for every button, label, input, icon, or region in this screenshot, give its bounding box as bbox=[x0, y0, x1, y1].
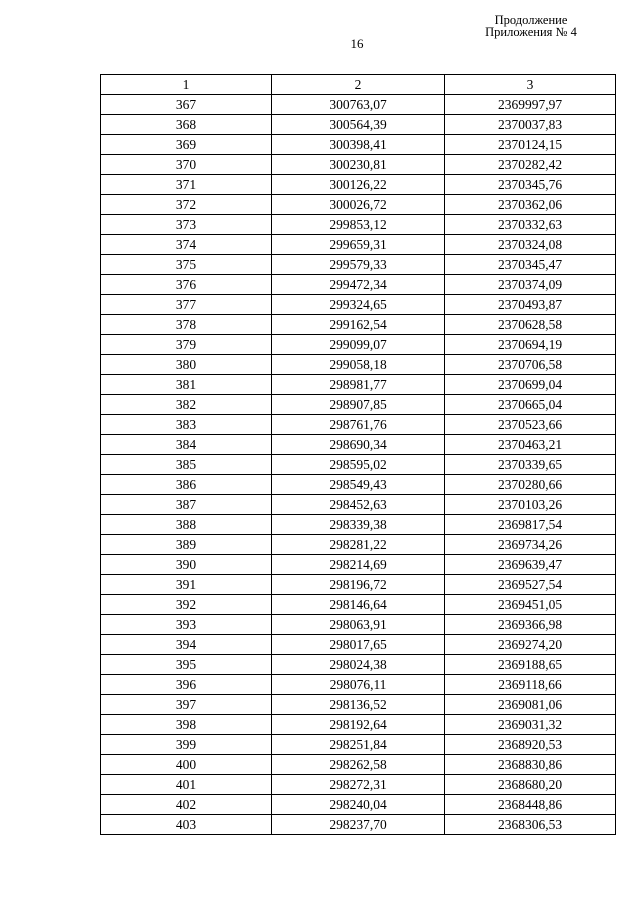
table-row bbox=[101, 655, 616, 675]
table-row bbox=[101, 495, 616, 515]
y-coordinate-cell: 2370332,63 bbox=[445, 215, 616, 235]
point-number-cell: 403 bbox=[101, 815, 272, 835]
y-coordinate-cell: 2370282,42 bbox=[445, 155, 616, 175]
point-number-cell: 397 bbox=[101, 695, 272, 715]
x-coordinate-cell: 298017,65 bbox=[272, 635, 445, 655]
point-number-cell: 395 bbox=[101, 655, 272, 675]
x-coordinate-cell: 298251,84 bbox=[272, 735, 445, 755]
point-number-cell: 370 bbox=[101, 155, 272, 175]
x-coordinate-cell: 300398,41 bbox=[272, 135, 445, 155]
point-number-cell: 400 bbox=[101, 755, 272, 775]
x-coordinate-cell: 299853,12 bbox=[272, 215, 445, 235]
point-number-cell: 393 bbox=[101, 615, 272, 635]
table-row bbox=[101, 275, 616, 295]
point-number-cell: 381 bbox=[101, 375, 272, 395]
x-coordinate-cell: 298240,04 bbox=[272, 795, 445, 815]
table-row bbox=[101, 215, 616, 235]
point-number-cell: 367 bbox=[101, 95, 272, 115]
table-row bbox=[101, 135, 616, 155]
table-row bbox=[101, 195, 616, 215]
table-row bbox=[101, 515, 616, 535]
table-row bbox=[101, 175, 616, 195]
point-number-cell: 374 bbox=[101, 235, 272, 255]
y-coordinate-cell: 2370124,15 bbox=[445, 135, 616, 155]
table-row bbox=[101, 235, 616, 255]
coordinates-table bbox=[100, 74, 616, 835]
table-row bbox=[101, 335, 616, 355]
table-row bbox=[101, 295, 616, 315]
x-coordinate-cell: 300126,22 bbox=[272, 175, 445, 195]
x-coordinate-cell: 298063,91 bbox=[272, 615, 445, 635]
x-coordinate-cell: 298981,77 bbox=[272, 375, 445, 395]
x-coordinate-cell: 300763,07 bbox=[272, 95, 445, 115]
x-coordinate-cell: 300564,39 bbox=[272, 115, 445, 135]
appendix-label: Приложения № 4 bbox=[485, 25, 577, 39]
point-number-cell: 378 bbox=[101, 315, 272, 335]
y-coordinate-cell: 2370103,26 bbox=[445, 495, 616, 515]
point-number-cell: 390 bbox=[101, 555, 272, 575]
point-number-cell: 382 bbox=[101, 395, 272, 415]
point-number-cell: 394 bbox=[101, 635, 272, 655]
table-row bbox=[101, 375, 616, 395]
x-coordinate-cell: 298549,43 bbox=[272, 475, 445, 495]
table-row bbox=[101, 675, 616, 695]
table-row bbox=[101, 715, 616, 735]
y-coordinate-cell: 2370339,65 bbox=[445, 455, 616, 475]
point-number-cell: 402 bbox=[101, 795, 272, 815]
y-coordinate-cell: 2370665,04 bbox=[445, 395, 616, 415]
table-row bbox=[101, 775, 616, 795]
table-row bbox=[101, 95, 616, 115]
table-row bbox=[101, 455, 616, 475]
y-coordinate-cell: 2369817,54 bbox=[445, 515, 616, 535]
x-coordinate-cell: 299659,31 bbox=[272, 235, 445, 255]
table-body bbox=[101, 95, 616, 835]
y-coordinate-cell: 2369527,54 bbox=[445, 575, 616, 595]
y-coordinate-cell: 2370037,83 bbox=[445, 115, 616, 135]
x-coordinate-cell: 298076,11 bbox=[272, 675, 445, 695]
table-row bbox=[101, 155, 616, 175]
page-number: 16 bbox=[350, 36, 364, 51]
table-row bbox=[101, 815, 616, 835]
point-number-cell: 377 bbox=[101, 295, 272, 315]
table-row bbox=[101, 535, 616, 555]
point-number-cell: 372 bbox=[101, 195, 272, 215]
x-coordinate-cell: 298262,58 bbox=[272, 755, 445, 775]
table-row bbox=[101, 255, 616, 275]
point-number-cell: 396 bbox=[101, 675, 272, 695]
continuation-label: Продолжение bbox=[494, 13, 568, 27]
x-coordinate-cell: 298192,64 bbox=[272, 715, 445, 735]
x-coordinate-cell: 299058,18 bbox=[272, 355, 445, 375]
table-row bbox=[101, 395, 616, 415]
x-coordinate-cell: 298595,02 bbox=[272, 455, 445, 475]
table-row bbox=[101, 315, 616, 335]
y-coordinate-cell: 2370345,47 bbox=[445, 255, 616, 275]
y-coordinate-cell: 2370374,09 bbox=[445, 275, 616, 295]
table-row bbox=[101, 735, 616, 755]
y-coordinate-cell: 2368306,53 bbox=[445, 815, 616, 835]
table-header-row bbox=[101, 75, 616, 95]
y-coordinate-cell: 2370694,19 bbox=[445, 335, 616, 355]
table-row bbox=[101, 555, 616, 575]
appendix-continuation-heading bbox=[476, 14, 586, 38]
x-coordinate-cell: 300026,72 bbox=[272, 195, 445, 215]
point-number-cell: 371 bbox=[101, 175, 272, 195]
point-number-cell: 391 bbox=[101, 575, 272, 595]
column-header-1: 1 bbox=[101, 75, 272, 95]
x-coordinate-cell: 298690,34 bbox=[272, 435, 445, 455]
y-coordinate-cell: 2370324,08 bbox=[445, 235, 616, 255]
x-coordinate-cell: 299472,34 bbox=[272, 275, 445, 295]
point-number-cell: 388 bbox=[101, 515, 272, 535]
y-coordinate-cell: 2369274,20 bbox=[445, 635, 616, 655]
y-coordinate-cell: 2369451,05 bbox=[445, 595, 616, 615]
x-coordinate-cell: 299579,33 bbox=[272, 255, 445, 275]
y-coordinate-cell: 2369997,97 bbox=[445, 95, 616, 115]
table-row bbox=[101, 595, 616, 615]
point-number-cell: 386 bbox=[101, 475, 272, 495]
table-row bbox=[101, 415, 616, 435]
table-row bbox=[101, 695, 616, 715]
y-coordinate-cell: 2368448,86 bbox=[445, 795, 616, 815]
point-number-cell: 385 bbox=[101, 455, 272, 475]
y-coordinate-cell: 2370706,58 bbox=[445, 355, 616, 375]
y-coordinate-cell: 2370523,66 bbox=[445, 415, 616, 435]
point-number-cell: 399 bbox=[101, 735, 272, 755]
y-coordinate-cell: 2370699,04 bbox=[445, 375, 616, 395]
point-number-cell: 376 bbox=[101, 275, 272, 295]
x-coordinate-cell: 298136,52 bbox=[272, 695, 445, 715]
point-number-cell: 380 bbox=[101, 355, 272, 375]
table-row bbox=[101, 115, 616, 135]
point-number-cell: 384 bbox=[101, 435, 272, 455]
point-number-cell: 401 bbox=[101, 775, 272, 795]
point-number-cell: 387 bbox=[101, 495, 272, 515]
table-row bbox=[101, 575, 616, 595]
x-coordinate-cell: 299324,65 bbox=[272, 295, 445, 315]
x-coordinate-cell: 298146,64 bbox=[272, 595, 445, 615]
x-coordinate-cell: 298907,85 bbox=[272, 395, 445, 415]
point-number-cell: 369 bbox=[101, 135, 272, 155]
point-number-cell: 392 bbox=[101, 595, 272, 615]
x-coordinate-cell: 298237,70 bbox=[272, 815, 445, 835]
point-number-cell: 383 bbox=[101, 415, 272, 435]
point-number-cell: 373 bbox=[101, 215, 272, 235]
y-coordinate-cell: 2368830,86 bbox=[445, 755, 616, 775]
column-header-3: 3 bbox=[445, 75, 616, 95]
table-row bbox=[101, 475, 616, 495]
y-coordinate-cell: 2370280,66 bbox=[445, 475, 616, 495]
x-coordinate-cell: 298024,38 bbox=[272, 655, 445, 675]
y-coordinate-cell: 2369366,98 bbox=[445, 615, 616, 635]
y-coordinate-cell: 2370493,87 bbox=[445, 295, 616, 315]
table-row bbox=[101, 795, 616, 815]
point-number-cell: 389 bbox=[101, 535, 272, 555]
x-coordinate-cell: 298761,76 bbox=[272, 415, 445, 435]
table-row bbox=[101, 635, 616, 655]
y-coordinate-cell: 2370362,06 bbox=[445, 195, 616, 215]
x-coordinate-cell: 300230,81 bbox=[272, 155, 445, 175]
y-coordinate-cell: 2370463,21 bbox=[445, 435, 616, 455]
y-coordinate-cell: 2368920,53 bbox=[445, 735, 616, 755]
point-number-cell: 398 bbox=[101, 715, 272, 735]
x-coordinate-cell: 299162,54 bbox=[272, 315, 445, 335]
table-row bbox=[101, 755, 616, 775]
y-coordinate-cell: 2370628,58 bbox=[445, 315, 616, 335]
y-coordinate-cell: 2369734,26 bbox=[445, 535, 616, 555]
column-header-2: 2 bbox=[272, 75, 445, 95]
table-row bbox=[101, 615, 616, 635]
x-coordinate-cell: 298214,69 bbox=[272, 555, 445, 575]
point-number-cell: 368 bbox=[101, 115, 272, 135]
y-coordinate-cell: 2370345,76 bbox=[445, 175, 616, 195]
x-coordinate-cell: 298281,22 bbox=[272, 535, 445, 555]
point-number-cell: 379 bbox=[101, 335, 272, 355]
y-coordinate-cell: 2369188,65 bbox=[445, 655, 616, 675]
y-coordinate-cell: 2368680,20 bbox=[445, 775, 616, 795]
point-number-cell: 375 bbox=[101, 255, 272, 275]
table-row bbox=[101, 435, 616, 455]
x-coordinate-cell: 298452,63 bbox=[272, 495, 445, 515]
y-coordinate-cell: 2369031,32 bbox=[445, 715, 616, 735]
x-coordinate-cell: 298196,72 bbox=[272, 575, 445, 595]
x-coordinate-cell: 298339,38 bbox=[272, 515, 445, 535]
y-coordinate-cell: 2369081,06 bbox=[445, 695, 616, 715]
table-row bbox=[101, 355, 616, 375]
y-coordinate-cell: 2369118,66 bbox=[445, 675, 616, 695]
y-coordinate-cell: 2369639,47 bbox=[445, 555, 616, 575]
x-coordinate-cell: 299099,07 bbox=[272, 335, 445, 355]
x-coordinate-cell: 298272,31 bbox=[272, 775, 445, 795]
